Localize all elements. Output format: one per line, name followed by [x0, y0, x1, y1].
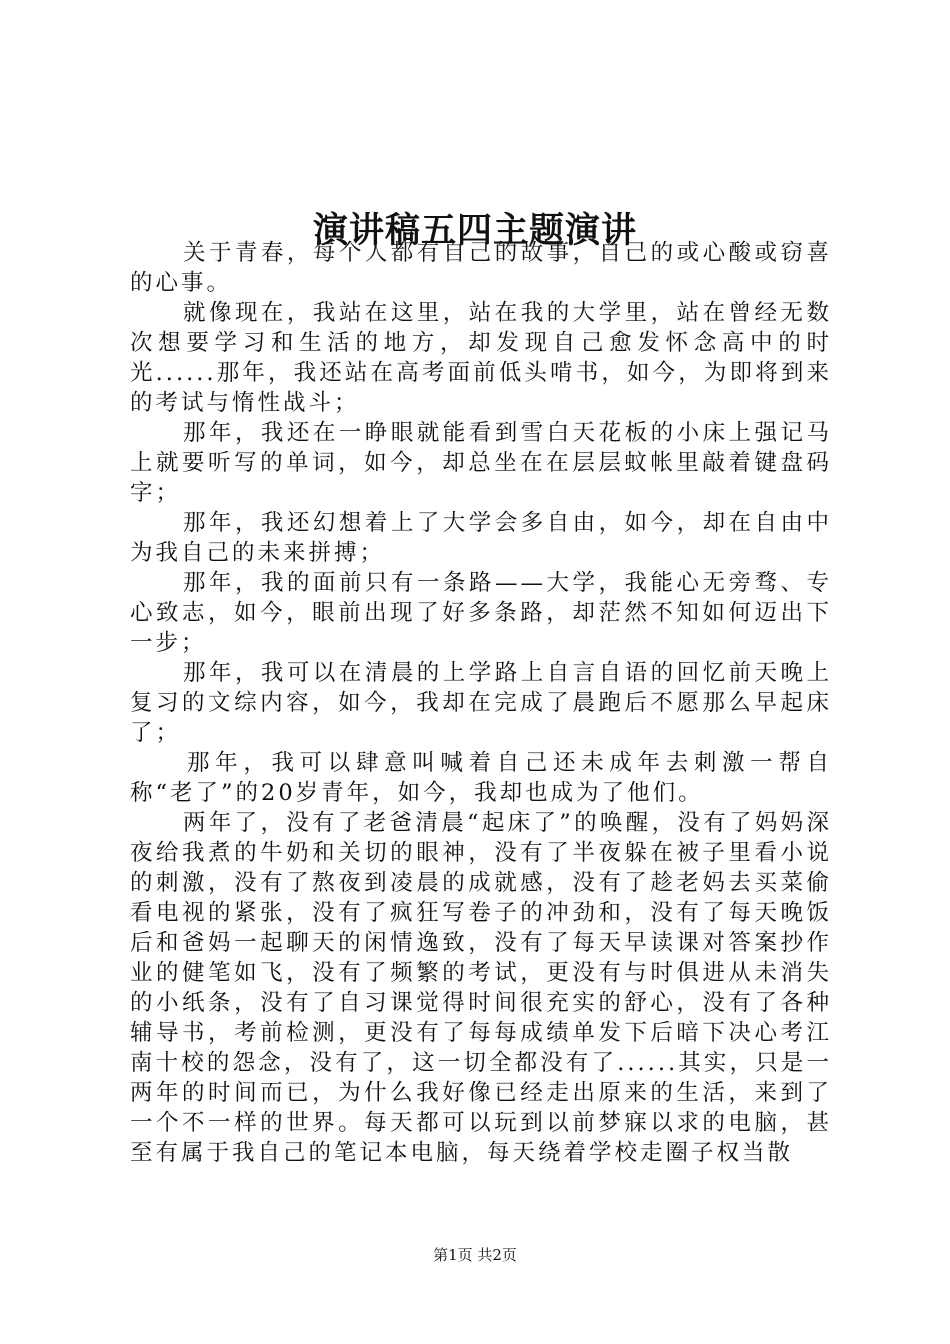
paragraph: 就像现在，我站在这里，站在我的大学里，站在曾经无数次想要学习和生活的地方，却发现自己愈发怀念高中的时光......那年，我还站在高考面前低头啃书，如今，为即将到来的考试与惰性战斗；	[130, 300, 832, 416]
paragraph: 那年，我还在一睁眼就能看到雪白天花板的小床上强记马上就要听写的单词，如今，却总坐在在层层蚊帐里敲着键盘码字；	[130, 420, 832, 506]
paragraph: 那年，我还幻想着上了大学会多自由，如今，却在自由中为我自己的未来拼搏；	[130, 510, 832, 566]
paragraph: 那年，我可以在清晨的上学路上自言自语的回忆前天晚上复习的文综内容，如今，我却在完成了晨跑后不愿那么早起床了；	[130, 660, 832, 746]
page-number-footer: 第1页 共2页	[433, 1246, 517, 1264]
paragraph: 那年，我的面前只有一条路——大学，我能心无旁骛、专心致志，如今，眼前出现了好多条路，却茫然不知如何迈出下一步；	[130, 570, 832, 656]
paragraph: 关于青春，每个人都有自己的故事，自己的或心酸或窃喜的心事。	[130, 240, 832, 296]
paragraph: 那年，我可以肆意叫喊着自己还未成年去刺激一帮自称“老了”的20岁青年，如今，我却也成为了他们。	[130, 750, 832, 806]
document-title: 演讲稿五四主题演讲	[312, 210, 637, 252]
document-body	[130, 238, 832, 1168]
paragraph: 两年了，没有了老爸清晨“起床了”的唤醒，没有了妈妈深夜给我煮的牛奶和关切的眼神，没有了半夜躲在被子里看小说的刺激，没有了熬夜到凌晨的成就感，没有了趁老妈去买菜偷看电视的紧张，没有了疯狂写卷子的冲劲和，没有了每天晚饭后和爸妈一起聊天的闲情逸致，没有了每天早读课对答案抄作业的健笔如飞，没有了频繁的考试，更没有与时俱进从未消失的小纸条，没有了自习课觉得时间很充实的舒心，没有了各种辅导书，考前检测，更没有了每每成绩单发下后暗下决心考江南十校的怨念，没有了，这一切全都没有了......其实，只是一两年的时间而已，为什么我好像已经走出原来的生活，来到了一个不一样的世界。每天都可以玩到以前梦寐以求的电脑，甚至有属于我自己的笔记本电脑，每天绕着学校走圈子权当散	[130, 810, 832, 1166]
